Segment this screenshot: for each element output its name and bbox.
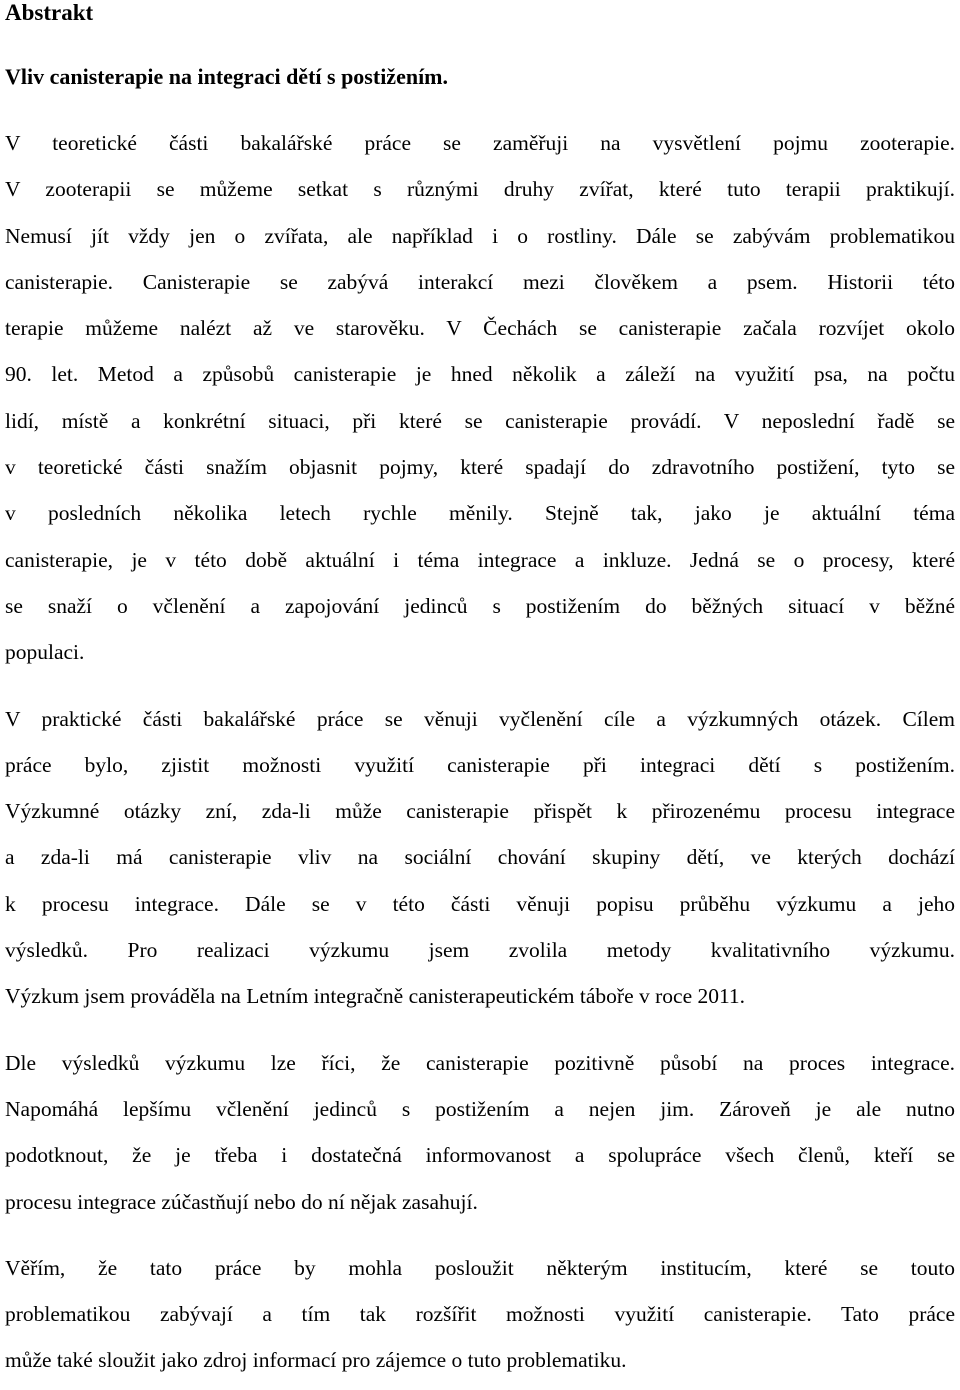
text-line: Věřím, že tato práce by mohla posloužit některým institucím, které se touto <box>5 1255 955 1280</box>
text-line: k procesu integrace. Dále se v této části věnuji popisu průběhu výzkumu a jeho <box>5 891 955 916</box>
text-line: terapie můžeme nalézt až ve starověku. V Čechách se canisterapie začala rozvíjet okolo <box>5 316 955 341</box>
text-line: a zda-li má canisterapie vliv na sociální chování skupiny dětí, ve kterých dochází <box>5 845 955 870</box>
text-line: Napomáhá lepšímu včlenění jedinců s postižením a nejen jim. Zároveň je ale nutno <box>5 1096 955 1121</box>
text-line: problematikou zabývají a tím tak rozšířit možnosti využití canisterapie. Tato práce <box>5 1302 955 1327</box>
text-line: procesu integrace zúčastňují nebo do ní nějak zasahují. <box>5 1189 478 1214</box>
text-line: podotknout, že je třeba i dostatečná informovanost a spolupráce všech členů, kteří se <box>5 1143 955 1168</box>
paragraph-practice <box>5 696 955 1020</box>
text-line: Výzkum jsem prováděla na Letním integračně canisterapeutickém táboře v roce 2011. <box>5 984 746 1009</box>
text-line: 90. let. Metod a způsobů canisterapie je hned několik a záleží na využití psa, na počtu <box>5 362 955 387</box>
paragraph-results <box>5 1040 955 1225</box>
text-line: v teoretické části snažím objasnit pojmy, které spadají do zdravotního postižení, tyto se <box>5 455 955 480</box>
text-line: V teoretické části bakalářské práce se zaměřuji na vysvětlení pojmu zooterapie. <box>5 131 955 155</box>
text-line: canisterapie. Canisterapie se zabývá interakcí mezi člověkem a psem. Historii této <box>5 269 955 294</box>
text-line: populaci. <box>5 640 85 665</box>
text-line: práce bylo, zjistit možnosti využití canisterapie při integraci dětí s postižením. <box>5 752 955 777</box>
text-line: lidí, místě a konkrétní situaci, při které se canisterapie provádí. V neposlední řadě se <box>5 408 955 433</box>
paragraph-theory <box>5 120 955 676</box>
text-line: canisterapie, je v této době aktuální i téma integrace a inkluze. Jedná se o procesy, které <box>5 547 955 572</box>
text-line: Nemusí jít vždy jen o zvířata, ale například i o rostliny. Dále se zabývám problematikou <box>5 223 955 248</box>
text-line: v posledních několika letech rychle měnily. Stejně tak, jako je aktuální téma <box>5 501 955 526</box>
paragraph-conclusion <box>5 1245 955 1384</box>
text-line: V zooterapii se můžeme setkat s různými druhy zvířat, které tuto terapii praktikují. <box>5 177 955 202</box>
text-line: se snaží o včlenění a zapojování jedinců s postižením do běžných situací v běžné <box>5 593 955 618</box>
text-line: Dle výsledků výzkumu lze říci, že canisterapie pozitivně působí na proces integrace. <box>5 1050 955 1075</box>
text-line: výsledků. Pro realizaci výzkumu jsem zvolila metody kvalitativního výzkumu. <box>5 938 955 963</box>
thesis-title: Vliv canisterapie na integraci dětí s postižením. <box>5 64 449 89</box>
text-line: V praktické části bakalářské práce se věnuji vyčlenění cíle a výzkumných otázek. Cílem <box>5 706 955 731</box>
document-page <box>5 0 955 1384</box>
text-line: Výzkumné otázky zní, zda-li může canisterapie přispět k přirozenému procesu integrace <box>5 799 955 824</box>
text-line: může také sloužit jako zdroj informací pro zájemce o tuto problematiku. <box>5 1348 627 1373</box>
section-heading: Abstrakt <box>5 0 94 25</box>
